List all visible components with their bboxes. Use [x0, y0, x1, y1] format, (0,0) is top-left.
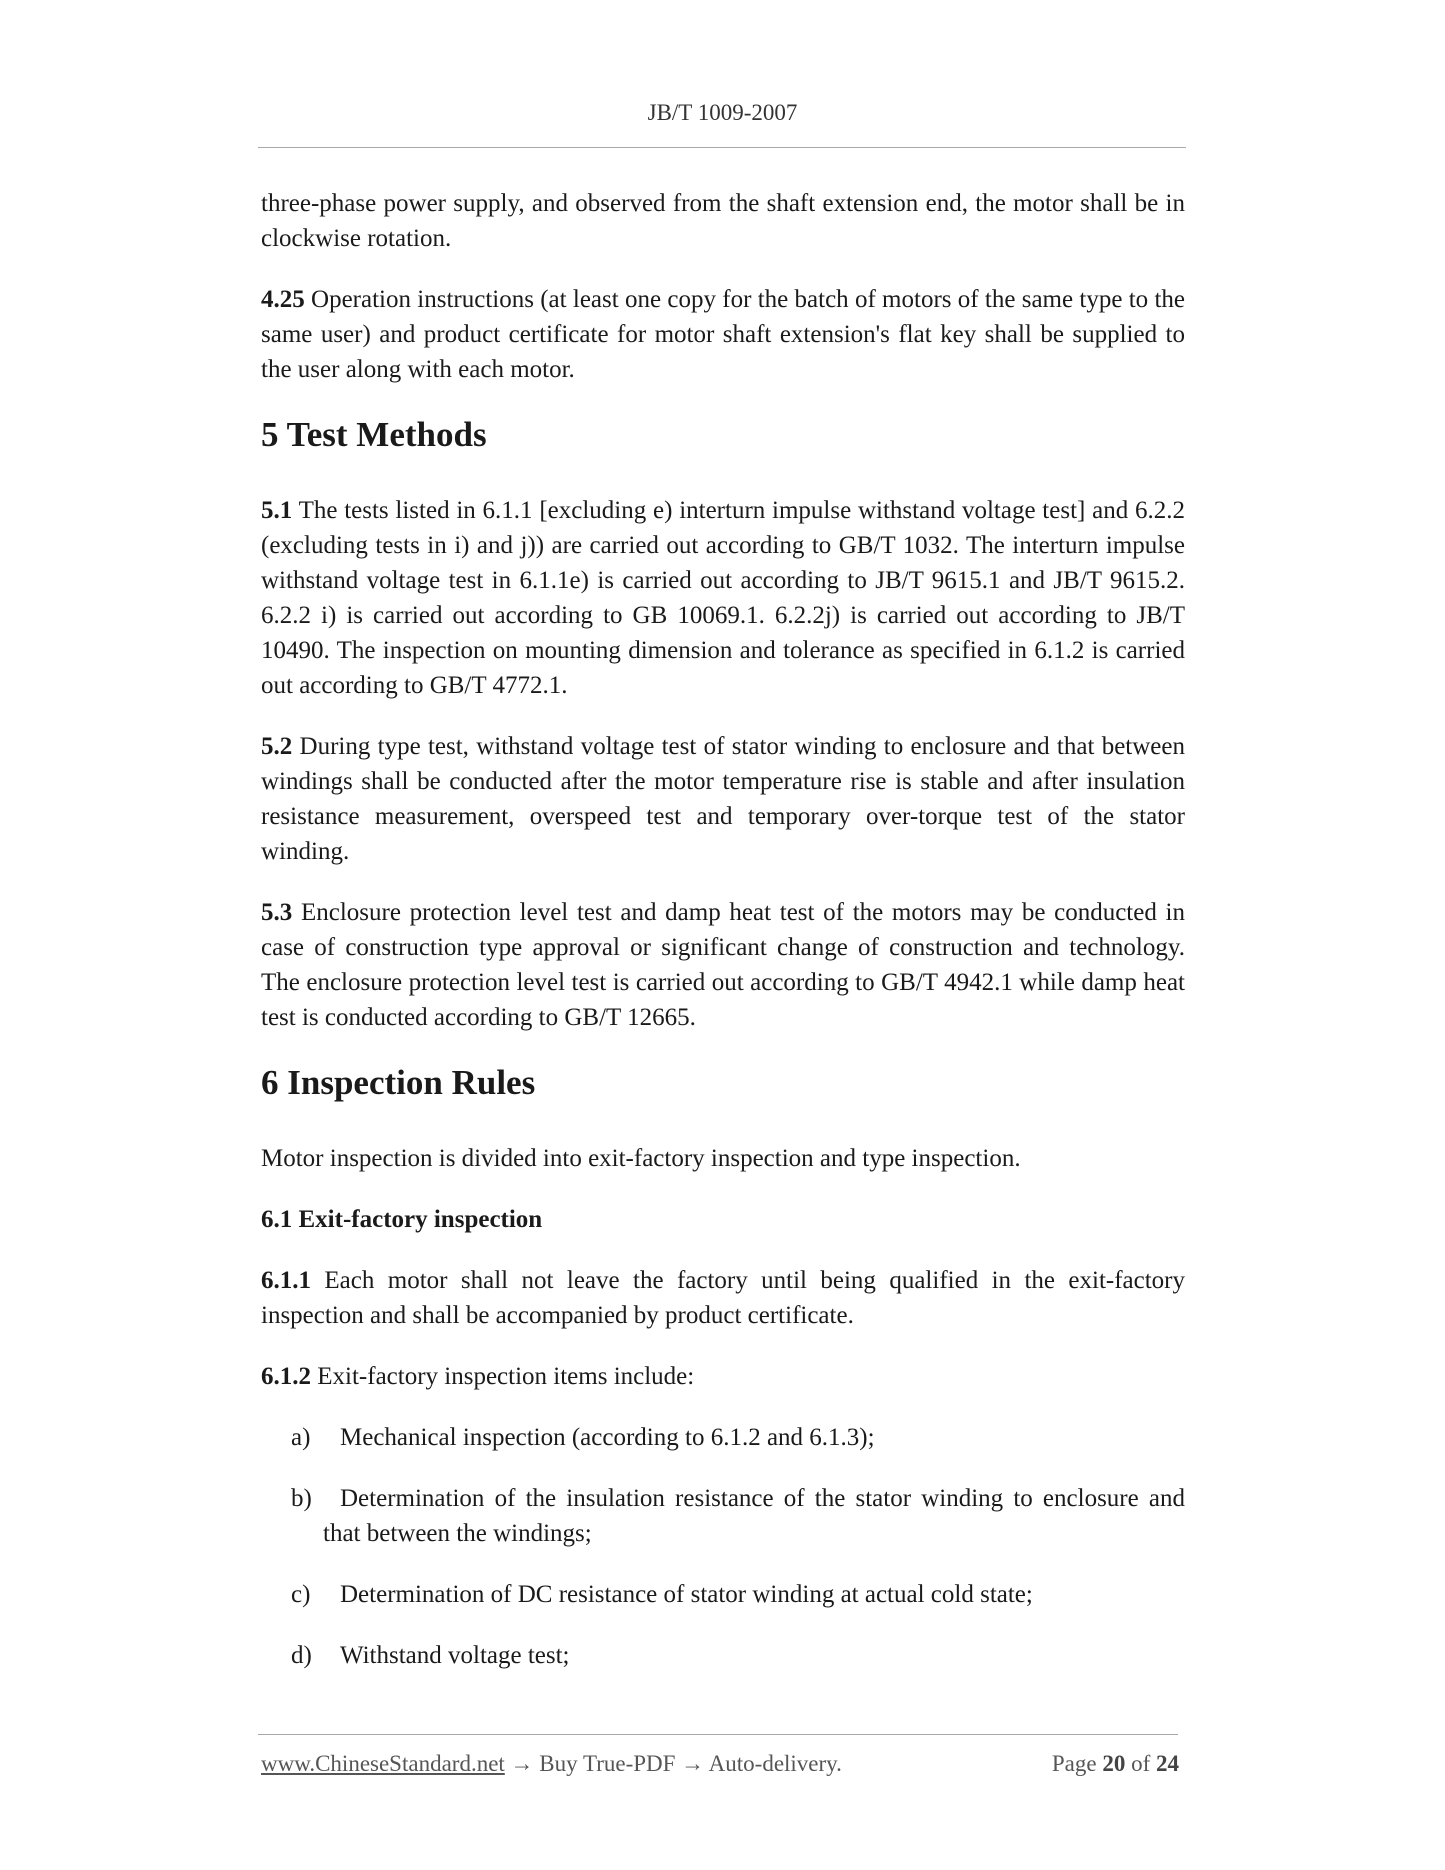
clause-number: 5.2: [261, 733, 293, 760]
list-text: Mechanical inspection (according to 6.1.2 and 6.1.3);: [340, 1424, 875, 1451]
page-footer: [261, 1751, 1179, 1777]
clause-number: 6.1.1: [261, 1267, 311, 1294]
total-pages: 24: [1156, 1751, 1179, 1776]
clause-text: Operation instructions (at least one copy for the batch of motors of the same type to the same user) and product certificate for motor shaft extension's flat key shall be supplied to the user along with each motor.: [261, 286, 1185, 383]
website-link[interactable]: www.ChineseStandard.net: [261, 1751, 505, 1776]
clause-text: During type test, withstand voltage test of stator winding to enclosure and that between windings shall be conducted after the motor temperature rise is stable and after insulation resistance measurement, overspeed test and temporary over-torque test of the stator winding.: [261, 733, 1185, 865]
footer-promo-text: → Buy True-PDF → Auto-delivery.: [504, 1751, 842, 1776]
clause-5-3: [261, 895, 1185, 1035]
clause-text: Exit-factory inspection items include:: [311, 1363, 695, 1390]
document-header-title: JB/T 1009-2007: [647, 100, 798, 125]
subsection-heading-6-1: 6.1 Exit-factory inspection: [261, 1206, 543, 1233]
page-label: Page: [1051, 1751, 1103, 1776]
paragraph-text: Motor inspection is divided into exit-factory inspection and type inspection.: [261, 1145, 1021, 1172]
list-text: Determination of the insulation resistance of the stator winding to enclosure and that between the windings;: [323, 1485, 1185, 1547]
section-heading-5: 5 Test Methods: [261, 415, 487, 454]
list-marker: a): [291, 1424, 311, 1451]
clause-number: 5.3: [261, 899, 293, 926]
page-of-label: of: [1125, 1751, 1156, 1776]
clause-4-25: [261, 282, 1185, 387]
clause-number: 5.1: [261, 497, 293, 524]
clause-number: 4.25: [261, 286, 305, 313]
section-6-intro: [261, 1141, 1185, 1176]
clause-5-1: [261, 493, 1185, 703]
paragraph-continuation: [261, 186, 1185, 256]
clause-6-1-1: [261, 1263, 1185, 1333]
list-item-c: [291, 1577, 1185, 1612]
clause-text: Each motor shall not leave the factory until being qualified in the exit-factory inspection and shall be accompanied by product certificate.: [261, 1267, 1185, 1329]
page-content: [261, 186, 1185, 1699]
list-item-b: [291, 1481, 1185, 1551]
list-text: Withstand voltage test;: [340, 1642, 570, 1669]
section-heading-6: 6 Inspection Rules: [261, 1063, 536, 1102]
clause-text: The tests listed in 6.1.1 [excluding e) interturn impulse withstand voltage test] and 6.2.2 (excluding tests in i) and j)) are carried out according to GB/T 1032. The interturn impulse withstand voltage test in 6.1.1e) is carried out according to JB/T 9615.1 and JB/T 9615.2. 6.2.2 i) is carried out according to GB 10069.1. 6.2.2j) is carried out according to JB/T 10490. The inspection on mounting dimension and tolerance as specified in 6.1.2 is carried out according to GB/T 4772.1.: [261, 497, 1185, 699]
clause-5-2: [261, 729, 1185, 869]
list-marker: c): [291, 1581, 311, 1608]
footer-divider: [258, 1734, 1178, 1735]
list-item-a: [291, 1420, 1185, 1455]
paragraph-text: three-phase power supply, and observed from the shaft extension end, the motor shall be in clockwise rotation.: [261, 190, 1185, 252]
current-page: 20: [1102, 1751, 1126, 1776]
list-text: Determination of DC resistance of stator winding at actual cold state;: [340, 1581, 1033, 1608]
clause-6-1-2: [261, 1359, 1185, 1394]
page-number: [1052, 1751, 1179, 1777]
list-item-d: [291, 1638, 1185, 1673]
clause-text: Enclosure protection level test and damp heat test of the motors may be conducted in case of construction type approval or significant change of construction and technology. The enclosure protection level test is carried out according to GB/T 4942.1 while damp heat test is conducted according to GB/T 12665.: [261, 899, 1185, 1031]
header-divider: [258, 147, 1186, 148]
list-marker: d): [291, 1642, 312, 1669]
footer-promo: [261, 1751, 842, 1777]
clause-number: 6.1.2: [261, 1363, 311, 1390]
list-marker: b): [291, 1485, 312, 1512]
